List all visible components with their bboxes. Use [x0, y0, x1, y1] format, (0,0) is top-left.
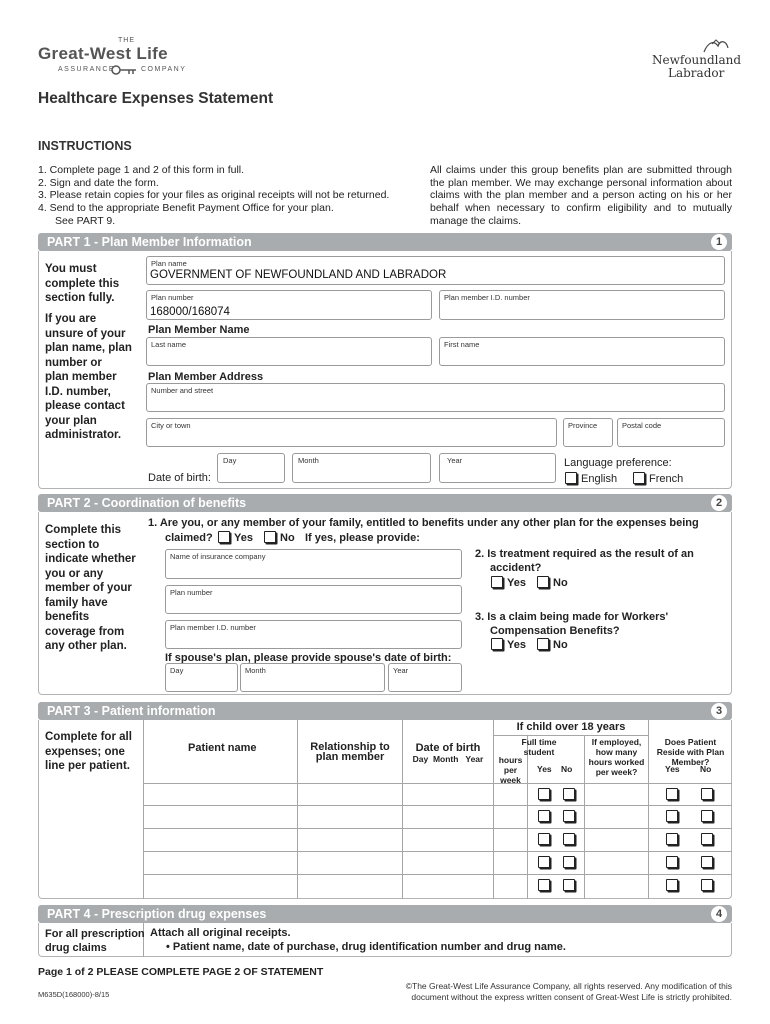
- instruction-step: See PART 9.: [55, 214, 116, 227]
- row1-student-no-checkbox[interactable]: [563, 788, 575, 800]
- col-hours-per-week: hours per week: [498, 755, 523, 785]
- q1-claimed: claimed?: [165, 532, 213, 544]
- key-icon: [111, 63, 137, 81]
- french-label: French: [649, 473, 684, 485]
- q3-no-checkbox[interactable]: [537, 638, 549, 650]
- postal-code-field[interactable]: [617, 418, 725, 447]
- other-member-id-label: Plan member I.D. number: [170, 623, 256, 632]
- q3-yes-checkbox[interactable]: [491, 638, 503, 650]
- q2-text: 2. Is treatment required as the result of an: [475, 548, 694, 560]
- province-label: Province: [568, 421, 598, 430]
- q2-no-checkbox[interactable]: [537, 576, 549, 588]
- part4-receipt-details: • Patient name, date of purchase, drug identification number and drug name.: [166, 941, 566, 953]
- row2-student-no-checkbox[interactable]: [563, 810, 575, 822]
- dob-day-field[interactable]: [217, 453, 285, 483]
- instruction-step: 4. Send to the appropriate Benefit Payment Office for your plan.: [38, 202, 334, 215]
- dob-year-label: Year: [447, 456, 463, 465]
- nl-logo-line1: Newfoundland: [652, 53, 742, 67]
- table-grid-line: [143, 805, 732, 806]
- logo-company: COMPANY: [141, 66, 187, 73]
- instruction-step: 3. Please retain copies for your files as original receipts will not be returned.: [38, 189, 390, 202]
- instructions-heading: INSTRUCTIONS: [38, 139, 132, 153]
- part3-header: [38, 702, 732, 720]
- logo-name: Great-West Life: [38, 44, 168, 63]
- row4-reside-yes-checkbox[interactable]: [666, 856, 678, 868]
- q3-yes-label: Yes: [507, 639, 526, 651]
- spouse-dob-day-field[interactable]: [165, 663, 238, 692]
- part1-side-note: You must complete this section fully.: [45, 263, 120, 304]
- dob-month-field[interactable]: [292, 453, 431, 483]
- other-member-id-field[interactable]: [165, 620, 462, 649]
- plan-name-label: Plan name: [151, 259, 187, 268]
- table-grid-line: [143, 851, 732, 852]
- q1-yes-checkbox[interactable]: [218, 531, 230, 543]
- part2-title: PART 2 - Coordination of benefits: [47, 496, 247, 510]
- language-preference-label: Language preference:: [564, 457, 672, 469]
- english-checkbox[interactable]: [565, 472, 577, 484]
- copyright-notice: ©The Great-West Life Assurance Company, all rights reserved. Any modification of this document without the express written consent of Great-West Life is strictly prohibited.: [405, 981, 732, 1002]
- q2-yes-checkbox[interactable]: [491, 576, 503, 588]
- first-name-label: First name: [444, 340, 480, 349]
- city-label: City or town: [151, 421, 191, 430]
- q1-no-checkbox[interactable]: [264, 531, 276, 543]
- first-name-field[interactable]: [439, 337, 725, 366]
- row1-reside-yes-checkbox[interactable]: [666, 788, 678, 800]
- dob-year-field[interactable]: [439, 453, 556, 483]
- part2-side-note: Complete this section to indicate whether you or any member of your family have benefits coverage from any other plan.: [45, 524, 136, 652]
- plan-number-field[interactable]: [146, 290, 432, 320]
- q2-accident: accident?: [490, 562, 542, 574]
- row2-reside-yes-checkbox[interactable]: [666, 810, 678, 822]
- row5-student-no-checkbox[interactable]: [563, 879, 575, 891]
- row1-student-yes-checkbox[interactable]: [538, 788, 550, 800]
- member-name-heading: Plan Member Name: [148, 324, 250, 336]
- nl-logo-line2: Labrador: [668, 66, 725, 80]
- part1-header: [38, 233, 732, 251]
- claims-notice: All claims under this group benefits plan are submitted through the plan member. We may exchange personal information about claims with the plan member and a person acting on his or her behalf when necessary to confirm eligibility and to mutually manage the claims.: [430, 164, 732, 227]
- q1-yes-label: Yes: [234, 532, 253, 544]
- part3-title: PART 3 - Patient information: [47, 704, 216, 718]
- spouse-dob-year-field[interactable]: [388, 663, 462, 692]
- english-label: English: [581, 473, 618, 485]
- q1-no-label: No: [280, 532, 295, 544]
- part2-number-badge: 2: [711, 495, 727, 511]
- part1-title: PART 1 - Plan Member Information: [47, 235, 252, 249]
- spouse-dob-year-label: Year: [393, 666, 409, 675]
- col-over-18: If child over 18 years: [516, 721, 626, 733]
- part4-attach-receipts: Attach all original receipts.: [150, 927, 291, 939]
- table-grid-line: [143, 720, 144, 899]
- row2-student-yes-checkbox[interactable]: [538, 810, 550, 822]
- table-grid-line: [143, 783, 732, 784]
- member-id-field[interactable]: [439, 290, 725, 320]
- part2-header: [38, 494, 732, 512]
- q3-text: 3. Is a claim being made for Workers': [475, 611, 669, 623]
- col-reside-with-member: Does Patient Reside with Plan Member?: [656, 737, 725, 767]
- street-field[interactable]: [146, 383, 725, 412]
- part4-title: PART 4 - Prescription drug expenses: [47, 907, 267, 921]
- q3-compensation: Compensation Benefits?: [490, 625, 620, 637]
- part4-side-note: For all prescription drug claims: [45, 928, 145, 954]
- instruction-step: 1. Complete page 1 and 2 of this form in full.: [38, 164, 245, 176]
- part1-number-badge: 1: [711, 234, 727, 250]
- row3-reside-no-checkbox[interactable]: [701, 833, 713, 845]
- other-plan-number-field[interactable]: [165, 585, 462, 614]
- col-fulltime-student: Full time student: [521, 737, 557, 757]
- spouse-dob-month-field[interactable]: [240, 663, 385, 692]
- last-name-label: Last name: [151, 340, 187, 349]
- dob-day-label: Day: [223, 456, 237, 465]
- q1-if-yes: If yes, please provide:: [305, 532, 420, 544]
- row2-reside-no-checkbox[interactable]: [701, 810, 713, 822]
- q1-text: 1. Are you, or any member of your family, entitled to benefits under any other plan for the expenses being: [148, 517, 699, 529]
- col-dob-sub: Day Month Year: [412, 754, 484, 764]
- logo-the: THE: [118, 37, 135, 44]
- postal-code-label: Postal code: [622, 421, 662, 430]
- spouse-dob-label: If spouse's plan, please provide spouse's date of birth:: [165, 652, 452, 664]
- row4-reside-no-checkbox[interactable]: [701, 856, 713, 868]
- page-indicator: Page 1 of 2 PLEASE COMPLETE PAGE 2 OF STATEMENT: [38, 966, 324, 978]
- plan-number-label: Plan number: [151, 293, 194, 302]
- col-patient-name: Patient name: [188, 742, 257, 754]
- part3-number-badge: 3: [711, 703, 727, 719]
- last-name-field[interactable]: [146, 337, 432, 366]
- q3-no-label: No: [553, 639, 568, 651]
- address-heading: Plan Member Address: [148, 371, 264, 383]
- col-student-yes: Yes: [537, 764, 552, 774]
- col-student-no: No: [561, 764, 573, 774]
- row5-reside-yes-checkbox[interactable]: [666, 879, 678, 891]
- instruction-steps: [38, 164, 410, 228]
- french-checkbox[interactable]: [633, 472, 645, 484]
- member-id-label: Plan member I.D. number: [444, 293, 530, 302]
- q2-yes-label: Yes: [507, 577, 526, 589]
- spouse-dob-day-label: Day: [170, 666, 184, 675]
- plan-name-value: GOVERNMENT OF NEWFOUNDLAND AND LABRADOR: [150, 269, 447, 281]
- logo-assurance: ASSURANCE: [58, 66, 116, 73]
- dob-month-label: Month: [298, 456, 319, 465]
- plan-number-value: 168000/168074: [150, 306, 230, 318]
- plan-name-field[interactable]: [146, 256, 725, 285]
- table-grid-line: [143, 874, 732, 875]
- part3-side-note: Complete for all expenses; one line per patient.: [45, 731, 132, 772]
- other-plan-number-label: Plan number: [170, 588, 213, 597]
- col-reside-yes: Yes: [665, 764, 680, 774]
- row4-student-no-checkbox[interactable]: [563, 856, 575, 868]
- part1-side-help: If you are unsure of your plan name, plan number or plan member I.D. number, please contact your plan administrator.: [45, 313, 132, 441]
- table-grid-line: [494, 735, 648, 736]
- col-reside-no: No: [700, 764, 712, 774]
- insurance-company-field[interactable]: [165, 549, 462, 579]
- instruction-step: 2. Sign and date the form.: [38, 176, 159, 189]
- spouse-dob-month-label: Month: [245, 666, 266, 675]
- col-date-of-birth: Date of birth: [415, 742, 481, 754]
- street-label: Number and street: [151, 386, 214, 395]
- form-code: M635D(168000)-8/15: [38, 990, 110, 999]
- insurance-company-label: Name of insurance company: [170, 552, 266, 561]
- row5-reside-no-checkbox[interactable]: [701, 879, 713, 891]
- row3-student-yes-checkbox[interactable]: [538, 833, 550, 845]
- part4-header: [38, 905, 732, 923]
- row5-student-yes-checkbox[interactable]: [538, 879, 550, 891]
- part4-number-badge: 4: [711, 906, 727, 922]
- row3-reside-yes-checkbox[interactable]: [666, 833, 678, 845]
- q2-no-label: No: [553, 577, 568, 589]
- col-employed-hours: If employed, how many hours worked per week?: [588, 737, 645, 777]
- page-title: Healthcare Expenses Statement: [38, 90, 274, 107]
- col-relationship: Relationship to plan member: [310, 741, 390, 763]
- row3-student-no-checkbox[interactable]: [563, 833, 575, 845]
- city-field[interactable]: [146, 418, 557, 447]
- table-grid-line: [143, 828, 732, 829]
- province-field[interactable]: [563, 418, 613, 447]
- row1-reside-no-checkbox[interactable]: [701, 788, 713, 800]
- dob-label: Date of birth:: [148, 472, 211, 484]
- row4-student-yes-checkbox[interactable]: [538, 856, 550, 868]
